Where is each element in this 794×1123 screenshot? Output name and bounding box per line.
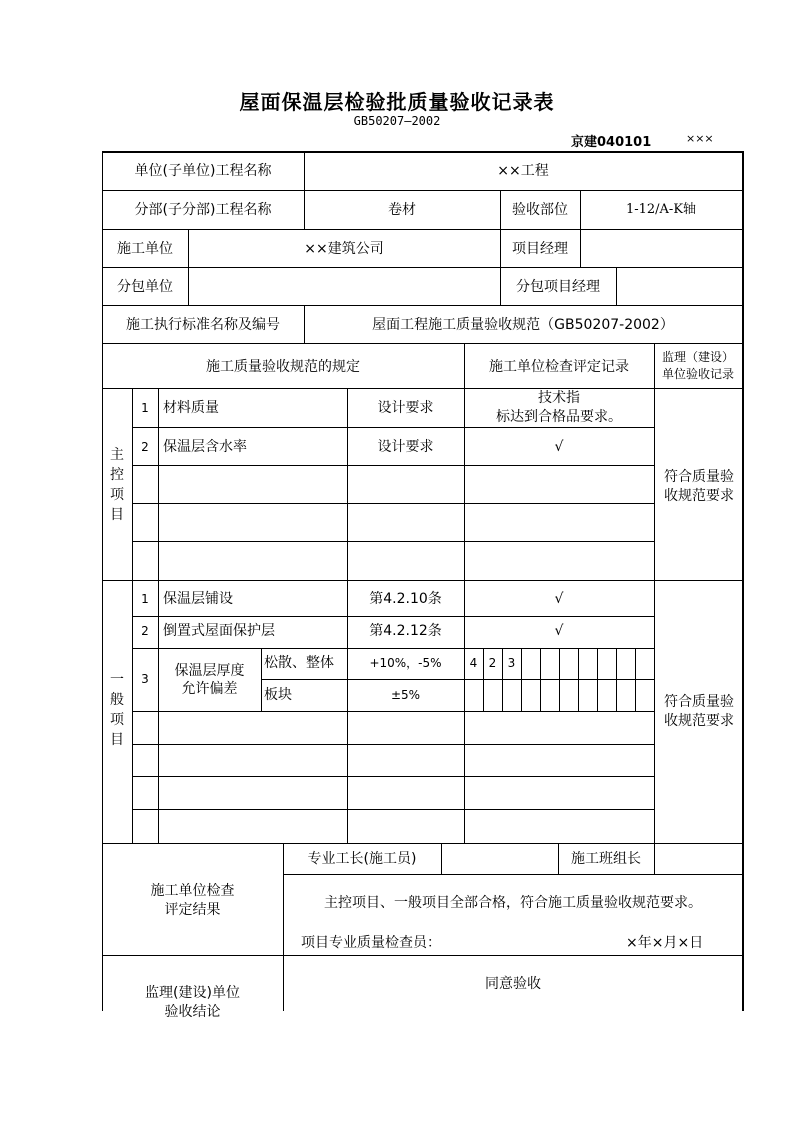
cell-line [616,648,617,711]
general-supervision[interactable]: 符合质量验收规范要求 [664,694,734,729]
row-line [102,955,743,956]
row-line [132,616,654,617]
supervision-header-line2: 单位验收记录 [661,367,734,381]
accept-part-label: 验收部位 [512,202,568,218]
col-line [654,843,655,874]
supervision-header-line1: 监理（建设） [661,350,734,364]
form-mark: ××× [686,132,714,145]
col-line [580,229,581,267]
contractor-label: 施工单位 [117,241,173,257]
row-line [283,874,743,875]
general-item-3-sub2-name: 板块 [264,687,292,703]
main-item-1-record-line2[interactable]: 标达到合格品要求。 [496,409,622,425]
deviation-value[interactable]: 2 [488,656,497,670]
cell-line [521,648,522,711]
team-leader-label: 施工班组长 [571,851,641,867]
spec-column-header: 施工质量验收规范的规定 [206,359,360,375]
eval-result-text[interactable]: 主控项目、一般项目全部合格，符合施工质量验收规范要求。 [324,895,702,911]
general-item-3-sub1-req: +10%，-5% [369,656,442,670]
row-line [102,305,743,306]
record-column-header: 施工单位检查评定记录 [489,359,629,375]
general-item-3-name-line1: 保温层厚度 [174,663,245,679]
unit-project-label: 单位(子单位)工程名称 [134,163,272,179]
accept-part-value[interactable]: 1-12/A-K轴 [625,202,697,217]
pm-label: 项目经理 [512,241,568,257]
row-line [132,503,654,504]
row-line [132,744,654,745]
cell-line [597,648,598,711]
cell-line [559,648,560,711]
main-item-2-no: 2 [141,440,149,454]
row-line [132,541,654,542]
row-line [261,679,654,680]
general-item-2-req: 第4.2.12条 [369,623,442,639]
general-item-3-sub1-name: 松散、整体 [264,655,334,671]
eval-label-line2: 评定结果 [164,902,221,918]
general-item-2-no: 2 [141,624,149,638]
row-line [102,343,743,344]
supervision-label-line2: 验收结论 [164,1004,221,1020]
standard-code: GB50207—2002 [353,114,441,128]
row-line [102,267,743,268]
row-line [132,711,654,712]
cell-line [578,648,579,711]
general-item-1-no: 1 [141,592,149,606]
main-item-1-name: 材料质量 [163,400,219,416]
main-item-2-name: 保温层含水率 [163,439,247,455]
sub-project-value[interactable]: 卷材 [388,202,416,218]
deviation-value[interactable]: 4 [469,656,478,670]
standard-label: 施工执行标准名称及编号 [126,317,280,333]
general-item-2-record[interactable]: √ [554,623,564,639]
eval-date[interactable]: ×年×月×日 [626,935,704,951]
contractor-value[interactable]: ××建筑公司 [304,241,384,257]
row-line [132,809,654,810]
row-line [132,776,654,777]
col-line-supervision [654,343,655,843]
sub-project-label: 分部(子分部)工程名称 [134,202,272,218]
cell-line [635,648,636,711]
col-line [441,843,442,874]
inspector-label: 项目专业质量检查员： [301,935,441,951]
row-line [132,465,654,466]
col-line [616,267,617,305]
general-item-2-name: 倒置式屋面保护层 [163,623,275,639]
standard-value[interactable]: 屋面工程施工质量验收规范（GB50207-2002） [372,317,674,333]
general-items-label: 一般项目 [110,672,124,748]
main-item-1-req: 设计要求 [377,400,434,416]
main-item-1-no: 1 [141,401,149,415]
unit-project-value[interactable]: ××工程 [497,163,549,179]
table-border-right [742,151,744,1011]
cell-line [540,648,541,711]
general-item-1-req: 第4.2.10条 [369,591,442,607]
main-item-2-req: 设计要求 [377,439,434,455]
main-control-label: 主控项目 [110,447,124,523]
table-border-top [102,151,743,153]
deviation-value[interactable]: 3 [507,656,516,670]
section-line [102,843,743,844]
col-line-req [347,711,348,843]
general-item-1-record[interactable]: √ [554,591,564,607]
section-line [102,580,743,581]
foreman-label: 专业工长(施工员) [307,851,417,867]
general-item-3-sub2-req: ±5% [390,688,421,702]
row-line [102,229,743,230]
general-item-1-name: 保温层铺设 [163,591,233,607]
main-item-1-record-line1[interactable]: 技术指 [538,390,580,406]
form-code: 京建040101 [571,135,652,150]
row-line [132,427,654,428]
supervision-conclusion[interactable]: 同意验收 [485,976,541,992]
form-title: 屋面保温层检验批质量验收记录表 [239,90,555,114]
subcontractor-label: 分包单位 [117,279,173,295]
general-item-3-name-line2: 允许偏差 [181,681,238,697]
main-control-supervision[interactable]: 符合质量验收规范要求 [664,469,734,504]
general-item-3-no: 3 [141,672,149,686]
eval-label-line1: 施工单位检查 [150,883,235,899]
sub-pm-label: 分包项目经理 [516,279,600,295]
row-line [102,190,743,191]
row-line [132,648,654,649]
main-item-2-record[interactable]: √ [554,439,564,455]
supervision-label-line1: 监理(建设)单位 [145,985,240,1001]
